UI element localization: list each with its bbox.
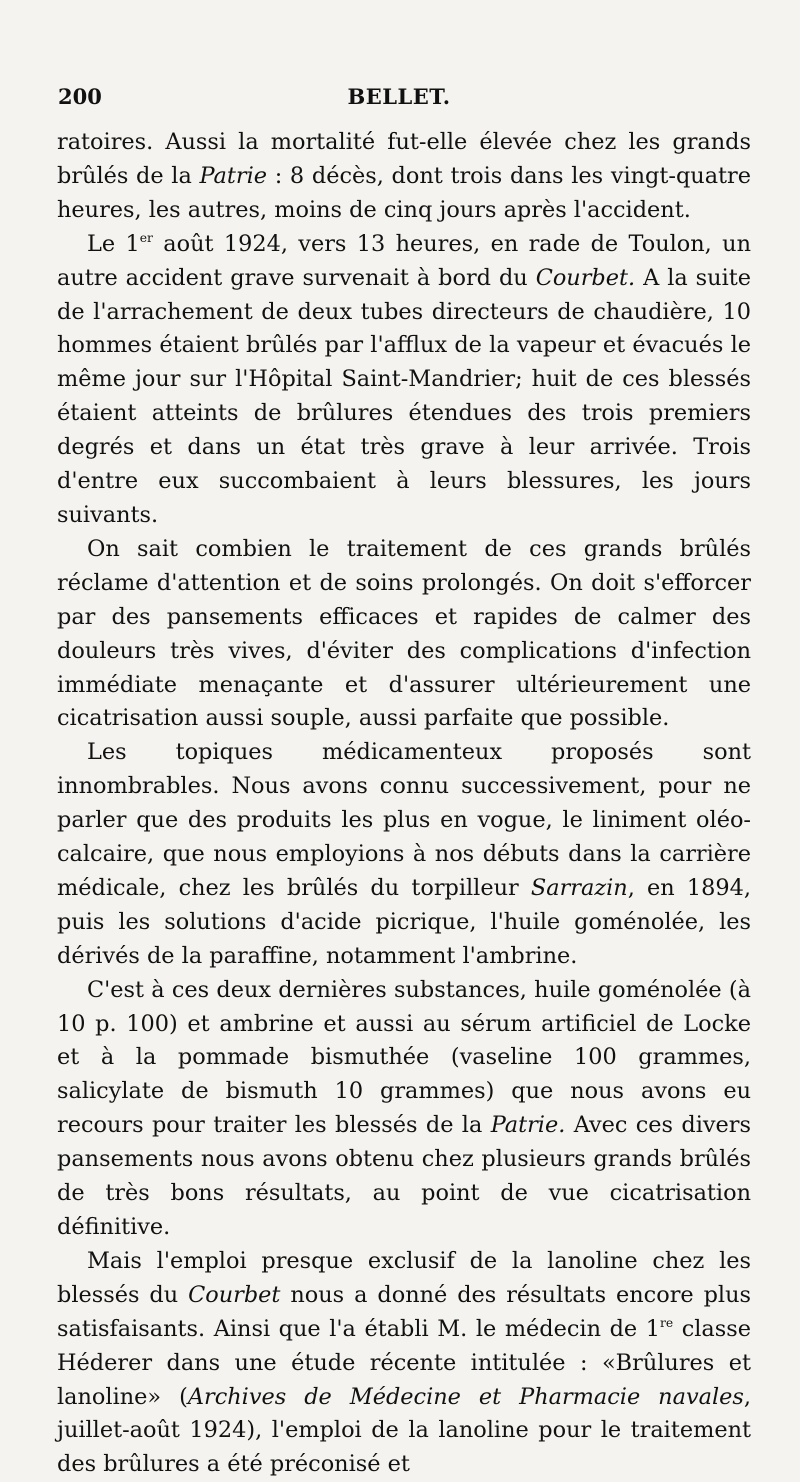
paragraph-2: Le 1er août 1924, vers 13 heures, en rade de Toulon, un autre accident grave survenait à bord du Courbet. A la suite de l'arrachement de deux tubes directeurs de chaudière, 10 hommes étaient brûlés par l'afflux de la vapeur et évacués le même jour sur l'Hôpital Saint-Mandrier; huit de ces blessés étaient atteints de brûlures étendues des trois premiers degrés et dans un état très grave à leur arrivée. Trois d'entre eux succombaient à leurs blessures, les jours suivants.: [57, 230, 751, 528]
paragraph-6: Mais l'emploi presque exclusif de la lanoline chez les blessés du Courbet nous a donné des résultats encore plus satisfaisants. Ainsi que l'a établi M. le médecin de 1re classe Héderer dans une étude récente intitulée : «Brûlures et lanoline» (Archives de Médecine et Pharmacie navales, juillet-août 1924), l'emploi de la lanoline pour le traitement des brûlures a été préconisé et: [57, 1247, 751, 1478]
running-title: BELLET.: [347, 84, 451, 109]
page-number: 200: [58, 84, 102, 109]
paragraph-1: ratoires. Aussi la mortalité fut-elle élevée chez les grands brûlés de la Patrie : 8 décès, dont trois dans les vingt-quatre heures, les autres, moins de cinq jours après l'accident.: [57, 129, 751, 223]
paragraph-4: Les topiques médicamenteux proposés sont innombrables. Nous avons connu successivement, pour ne parler que des produits les plus en vogue, le liniment oléo-calcaire, que nous employions à nos débuts dans la carrière médicale, chez les brûlés du torpilleur Sarrazin, en 1894, puis les solutions d'acide picrique, l'huile goménolée, les dérivés de la paraffine, notamment l'ambrine.: [57, 739, 751, 969]
page-header: [58, 84, 740, 114]
paragraph-5: C'est à ces deux dernières substances, huile goménolée (à 10 p. 100) et ambrine et aussi au sérum artificiel de Locke et à la pommade bismuthée (vaseline 100 grammes, salicylate de bismuth 10 grammes) que nous avons eu recours pour traiter les blessés de la Patrie. Avec ces divers pansements nous avons obtenu chez plusieurs grands brûlés de très bons résultats, au point de vue cicatrisation définitive.: [57, 976, 751, 1240]
body-text: [57, 126, 751, 1482]
paragraph-3: On sait combien le traitement de ces grands brûlés réclame d'attention et de soins prolongés. On doit s'efforcer par des pansements efficaces et rapides de calmer des douleurs très vives, d'éviter des complications d'infection immédiate menaçante et d'assurer ultérieurement une cicatrisation aussi souple, aussi parfaite que possible.: [57, 535, 751, 732]
